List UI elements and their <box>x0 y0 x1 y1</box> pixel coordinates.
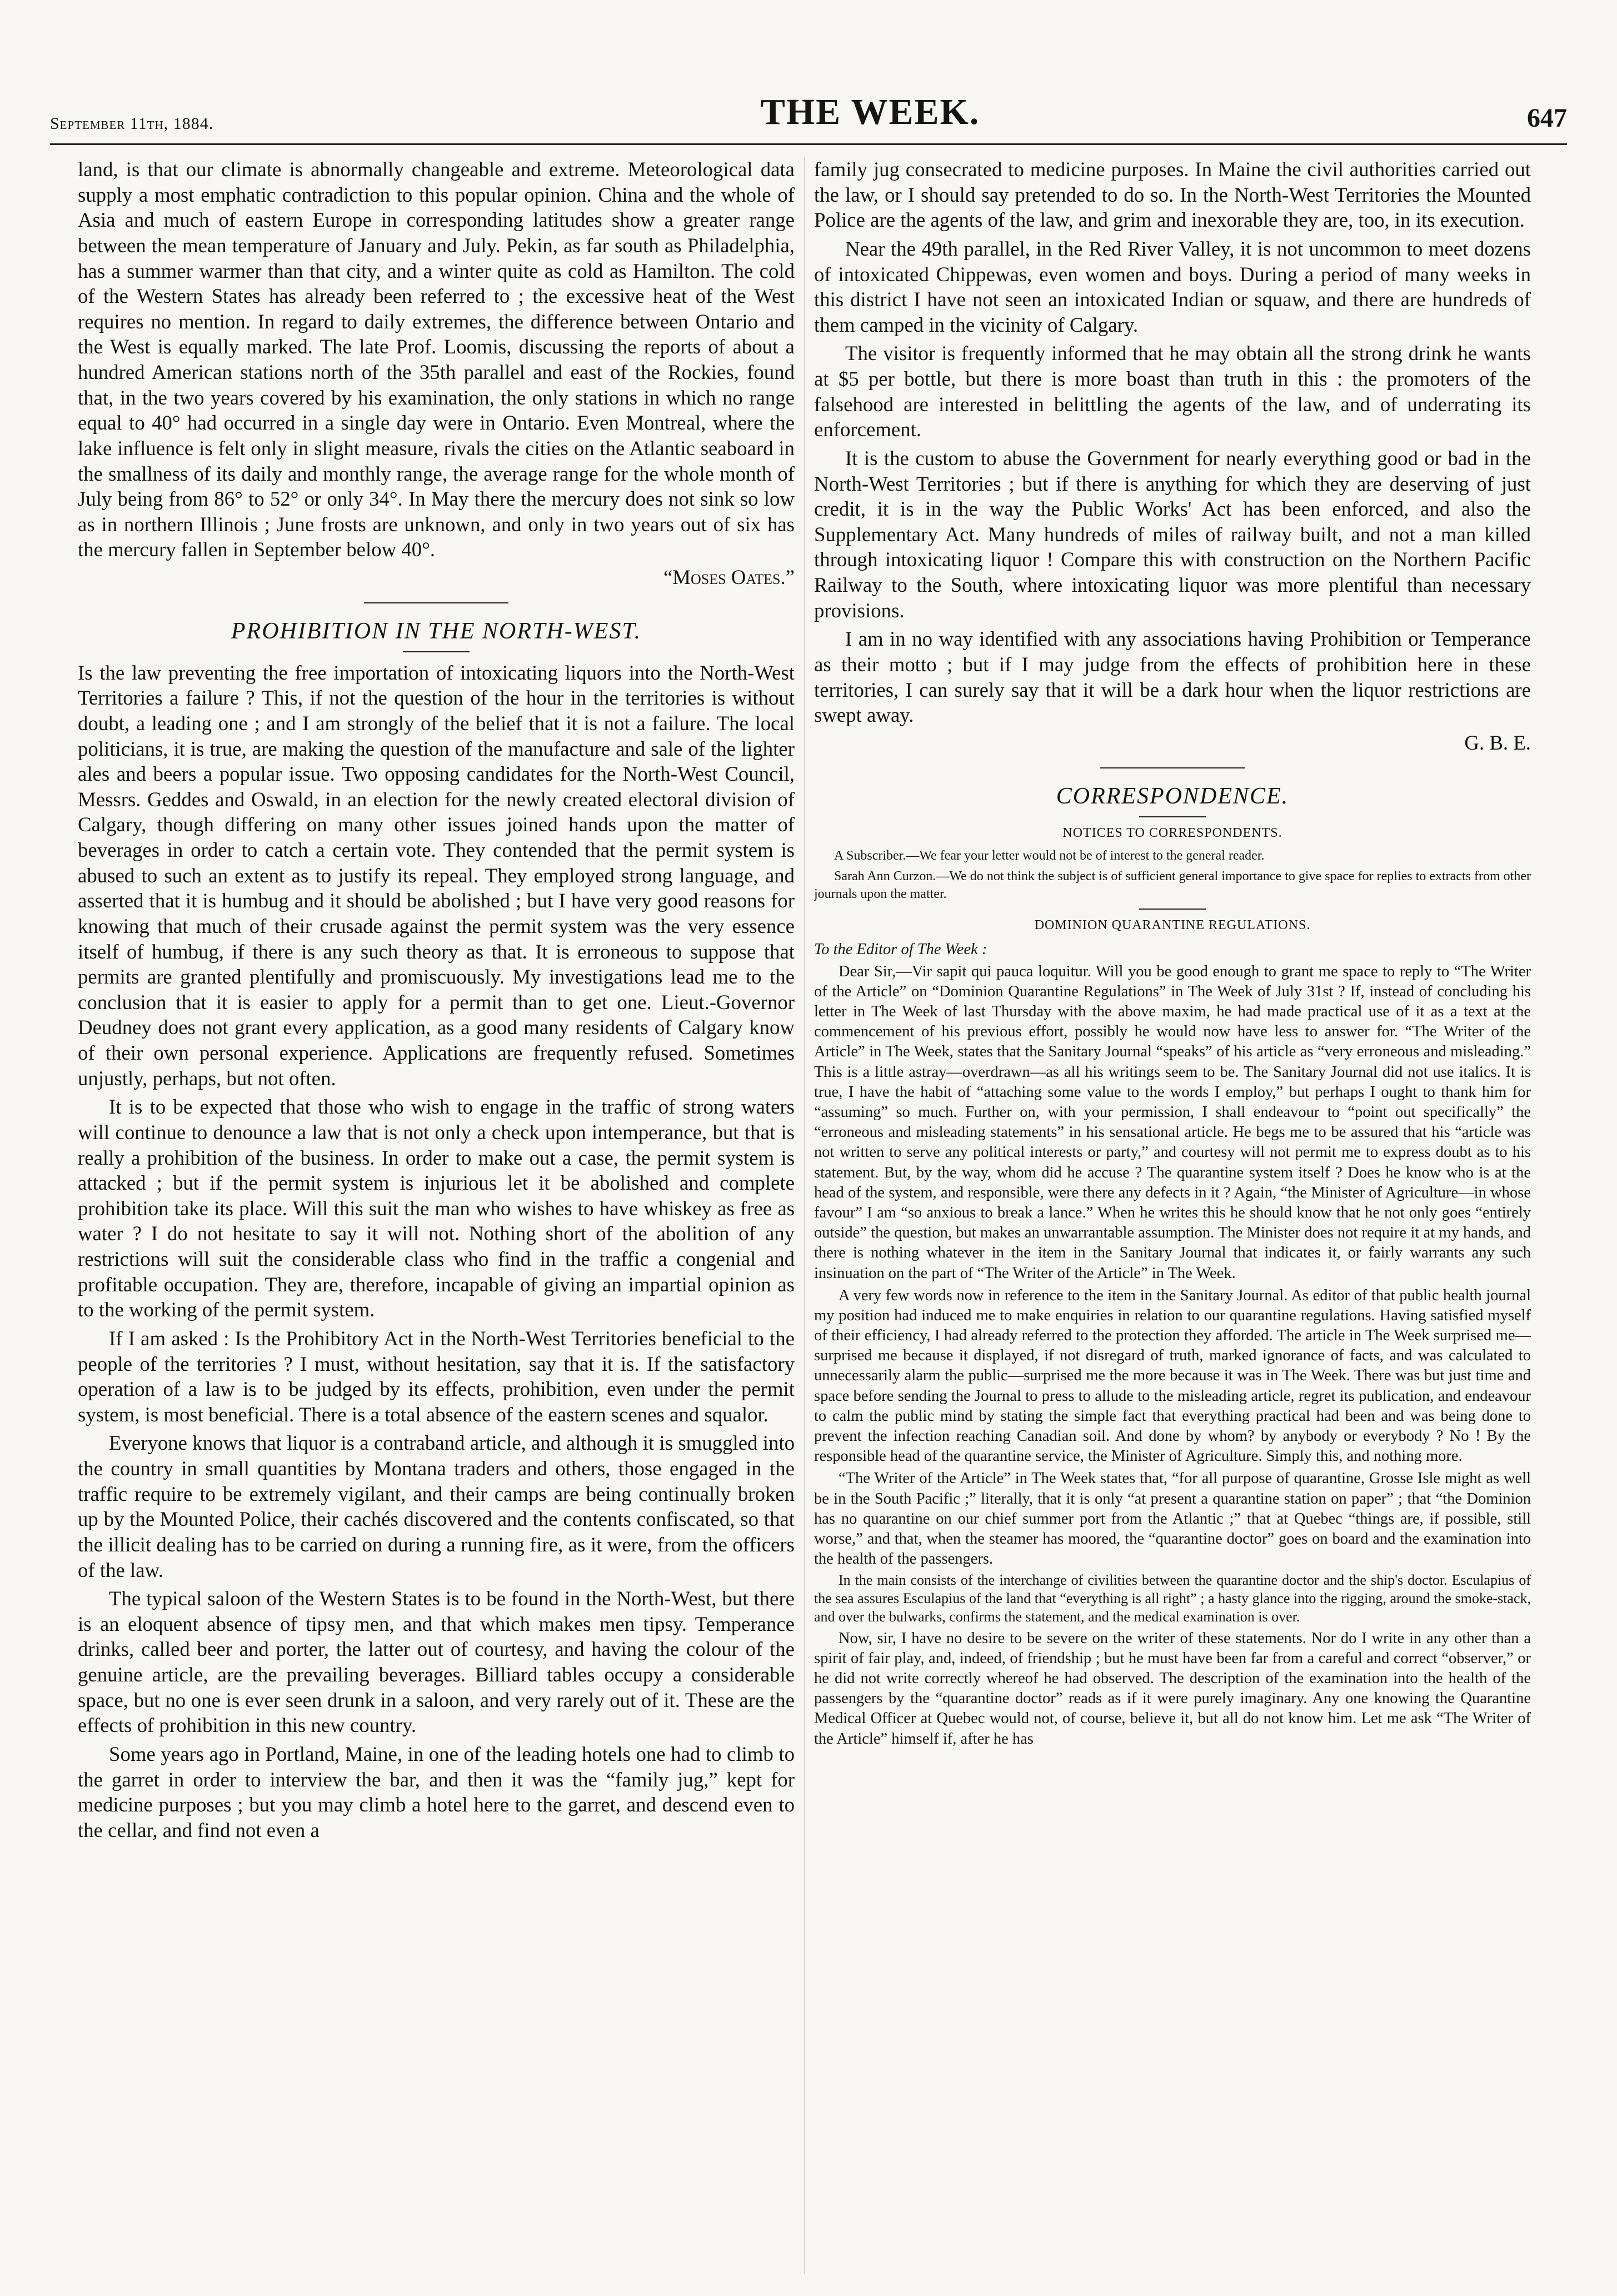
correspondence-title: CORRESPONDENCE. <box>1056 783 1289 810</box>
notices-heading: NOTICES TO CORRESPONDENTS. <box>1062 826 1282 841</box>
notice-sarah-ann-curzon: Sarah Ann Curzon.—We do not think the subject is of sufficient general importance to give space for replies to extracts from other journals upon the matter. <box>814 869 1531 901</box>
letter-paragraph-1: Dear Sir,—Vir sapit qui pauca loquitur. Will you be good enough to grant me space to reply to “The Writer of the Article” on “Dominion Quarantine Regulations” in The Week of July 31st ? If, instead of concluding his letter in The Week of last Thursday with the above maxim, he had made practical use of it as a text at the commencement of his previous effort, possibly he would now have less to answer for. “The Writer of the Article” in The Week, states that the Sanitary Journal “speaks” of his article as “very erroneous and misleading.” This is a little astray—overdrawn—as all his writings seem to be. The Sanitary Journal did not use italics. It is true, I have the habit of “attaching some value to the words I employ,” but perhaps I ought to thank him for “assuming” so much. Further on, with your permission, I shall endeavour to “point out specifically” the “erroneous and misleading statements” in his sensational article. He begs me to be assured that his “article was not written to serve any political interests or party,” and courtesy will not permit me to express doubt as to his statement. But, by the way, whom did he accuse ? The quarantine system itself ? Does he know who is at the head of the system, and responsible, were there any defects in it ? Again, “the Minister of Agriculture—in whose favour” I am “so anxious to break a lance.” When he writes this he should know that he not only goes “entirely outside” the question, but makes an unwarrantable assumption. The Minister does not require it at my hands, and there is nothing whatever in the item in the Sanitary Journal that indicates it, or fairly warrants any such insinuation on the part of “The Writer of the Article” in The Week. <box>814 962 1531 1282</box>
letter-paragraph-3: “The Writer of the Article” in The Week states that, “for all purpose of quarantine, Grosse Isle might as well be in the South Pacific ;” literally, that it is only “at present a quarantine station on paper” ; that “the Dominion has no quarantine on our chief summer port from the Atlantic ;” that at Quebec “things are, if possible, still worse,” and that, when the steamer has moored, the “quarantine doctor” goes on board and the examination into the health of the passengers. <box>814 1470 1531 1568</box>
title-underline <box>1139 816 1206 817</box>
prohibition-continued-paragraph-5: I am in no way identified with any associations having Prohibition or Temperance as their motto ; but if I may judge from the effects of prohibition here in these territories, I can surely say that it will be a dark hour when the liquor restrictions are swept away. <box>814 627 1531 727</box>
climate-article-paragraph: land, is that our climate is abnormally changeable and extreme. Meteorological data supply a most emphatic contradiction to this popular opinion. China and the whole of Asia and much of eastern Europe in corresponding latitudes show a greater range between the mean temperature of January and July. Pekin, as far south as Philadelphia, has a summer warmer than that city, and a winter quite as cold as Hamilton. The cold of the Western States has already been referred to ; the excessive heat of the West requires no mention. In regard to daily extremes, the difference between Ontario and the West is equally marked. The late Prof. Loomis, discussing the reports of about a hundred American stations north of the 35th parallel and east of the Rockies, found that, in the two years covered by his examination, the only stations in which no range equal to 40° had occurred in a single day were in Ontario. Even Montreal, where the lake influence is felt only in slight measure, rivals the cities on the Atlantic seaboard in the smallness of its daily and monthly range, the average range for the whole month of July being from 86° to 52° or only 34°. In May there the mercury does not sink so low as in northern Illinois ; June frosts are unknown, and only in two years out of six has the mercury fallen in September below 40°. <box>78 158 795 561</box>
title-underline <box>403 651 470 652</box>
letter-salutation: To the Editor of The Week : <box>814 940 987 958</box>
prohibition-paragraph-3: If I am asked : Is the Prohibitory Act in the North-West Territories beneficial to the people of the territories ? I must, without hesitation, say that it is. If the satisfactory operation of a law is to be judged by its effects, prohibition, even under the permit system, is most beneficial. There is a total absence of the eastern scenes and squalor. <box>78 1326 795 1426</box>
prohibition-continued-paragraph-1: family jug consecrated to medicine purposes. In Maine the civil authorities carried out the law, or I should say pretended to do so. In the North-West Territories the Mounted Police are the agents of the law, and grim and inexorable they are, too, in its execution. <box>814 158 1531 232</box>
prohibition-continued-paragraph-4: It is the custom to abuse the Government for nearly everything good or bad in the North-West Territories ; but if there is anything for which they are deserving of just credit, it is in the way the Public Works' Act has been enforced, and also the Supplementary Act. Many hundreds of miles of railway built, and not a man killed through intoxicating liquor ! Compare this with construction on the Northern Pacific Railway to the South, where intoxicating liquor was more plentiful than necessary provisions. <box>814 446 1531 622</box>
section-divider <box>1100 767 1245 768</box>
prohibition-paragraph-5: The typical saloon of the Western States is to be found in the North-West, but there is an eloquent absence of tipsy men, and that which makes men tipsy. Temperance drinks, called beer and porter, the latter out of courtesy, and having the colour of the genuine article, are the prevailing beverages. Billiard tables occupy a considerable space, but no one is ever seen drunk in a saloon, and very rarely out of it. These are the effects of prohibition in this new country. <box>78 1587 795 1737</box>
signature-moses-oates: “Moses Oates.” <box>663 566 795 588</box>
quarantine-letter <box>814 940 1531 1749</box>
letter-paragraph-2: A very few words now in reference to the item in the Sanitary Journal. As editor of that public health journal my position had induced me to make enquiries in relation to our quarantine regulations. Having satisfied myself of their efficiency, I had already referred to the protection they afforded. The article in The Week surprised me—surprised me because it displayed, if not disregard of truth, marked ignorance of facts, and was calculated to unnecessarily alarm the public—surprised me the more because it was in The Week. There was but just time and space before sending the Journal to press to allude to the misleading article, regret its publication, and endeavour to calm the public mind by stating the simple fact that everything practical had been and was being done to prevent the infection reaching Canadian soil. And done by whom? by anybody or everybody ? No ! By the responsible head of the quarantine service, the Minister of Agriculture. Simply this, and nothing more. <box>814 1286 1531 1465</box>
prohibition-continued-paragraph-2: Near the 49th parallel, in the Red River Valley, it is not uncommon to meet dozens of intoxicated Chippewas, even women and boys. During a period of many weeks in this district I have not seen an intoxicated Indian or squaw, and there are hundreds of them camped in the vicinity of Calgary. <box>814 237 1531 336</box>
page-header <box>50 83 1567 133</box>
notices-divider <box>1139 909 1206 910</box>
right-column <box>814 157 1531 2274</box>
signature-gbe: G. B. E. <box>1464 731 1531 754</box>
left-column <box>78 157 795 2274</box>
issue-date: September 11th, 1884. <box>50 114 214 133</box>
prohibition-continued-paragraph-3: The visitor is frequently informed that he may obtain all the strong drink he wants at $5 per bottle, but there is more boast than truth in this : the promoters of the falsehood are interested in belittling the agents of the law, and of underrating its enforcement. <box>814 342 1531 441</box>
prohibition-paragraph-4: Everyone knows that liquor is a contraband article, and although it is smuggled into the country in small quantities by Montana traders and others, those engaged in the traffic require to be extremely vigilant, and their camps are being continually broken up by the Mounted Police, their cachés discovered and the contents confiscated, so that the illicit dealing has to be carried on during a running fire, as it were, from the officers of the law. <box>78 1431 795 1581</box>
letter-paragraph-5: Now, sir, I have no desire to be severe on the writer of these statements. Nor do I write in any other than a spirit of fair play, and, indeed, of friendship ; but he must have been far from a careful and correct “observer,” or he did not write correctly whereof he had observed. The description of the examination into the health of the passengers by the “quarantine doctor” reads as if it were purely imaginary. Any one knowing the Quarantine Medical Officer at Quebec would not, of course, believe it, but all do not know him. Let me ask “The Writer of the Article” himself if, after he has <box>814 1629 1531 1748</box>
masthead-title: THE WEEK. <box>760 92 980 132</box>
prohibition-paragraph-6: Some years ago in Portland, Maine, in one of the leading hotels one had to climb to the garret in order to interview the bar, and then it was the “family jug,” kept for medicine purposes ; but you may climb a hotel here to the garret, and descend even to the cellar, and find not even a <box>78 1742 795 1841</box>
page-number: 647 <box>1526 103 1567 133</box>
header-rule <box>50 143 1567 145</box>
prohibition-paragraph-2: It is to be expected that those who wish to engage in the traffic of strong waters will continue to denounce a law that is not only a check upon intemperance, but that is really a prohibition of the business. In order to make out a case, the permit system is attacked ; but if the permit system is injurious let it be abolished and complete prohibition take its place. Will this suit the man who wishes to have whiskey as free as water ? I do not hesitate to say it will not. Nothing short of the abolition of any restrictions will suit the considerable class who find in the traffic a congenial and profitable occupation. They are, therefore, incapable of giving an impartial opinion as to the working of the permit system. <box>78 1095 795 1321</box>
prohibition-article-title: PROHIBITION IN THE NORTH-WEST. <box>231 618 642 644</box>
section-divider <box>364 602 508 603</box>
quarantine-heading: DOMINION QUARANTINE REGULATIONS. <box>1034 917 1311 932</box>
letter-quoted-paragraph: In the main consists of the interchange of civilities between the quarantine doctor and the ship's doctor. Esculapius of the sea assures Esculapius of the land that “everything is all right” ; a hasty glance into the rigging, around the smoke-stack, and over the bulwarks, confirms the statement, and the medical examination is over. <box>814 1572 1531 1625</box>
prohibition-paragraph-1: Is the law preventing the free importation of intoxicating liquors into the North-West Territories a failure ? This, if not the question of the hour in the territories is without doubt, a leading one ; and I am strongly of the belief that it is not a failure. The local politicians, it is true, are making the question of the manufacture and sale of the lighter ales and beers a popular issue. Two opposing candidates for the North-West Council, Messrs. Geddes and Oswald, in an election for the newly created electoral division of Calgary, though differing on many other issues joined hands upon the matter of beverages in order to catch a certain vote. They contended that the permit system is abused to such an extent as to justify its repeal. They employed strong language, and asserted that it is humbug and it should be abolished ; but I have very good reasons for knowing that much of their crusade against the permit system was the very essence itself of humbug, if there is any such theory as that. It is erroneous to suppose that permits are granted plentifully and promiscuously. My investigations lead me to the conclusion that it is easier to apply for a permit than to get one. Lieut.-Governor Deudney does not grant every application, as a good many residents of Calgary know of their own personal experience. Applications are frequently refused. Sometimes unjustly, perhaps, but not often. <box>78 661 795 1090</box>
notice-subscriber: A Subscriber.—We fear your letter would not be of interest to the general reader. <box>834 848 1265 864</box>
